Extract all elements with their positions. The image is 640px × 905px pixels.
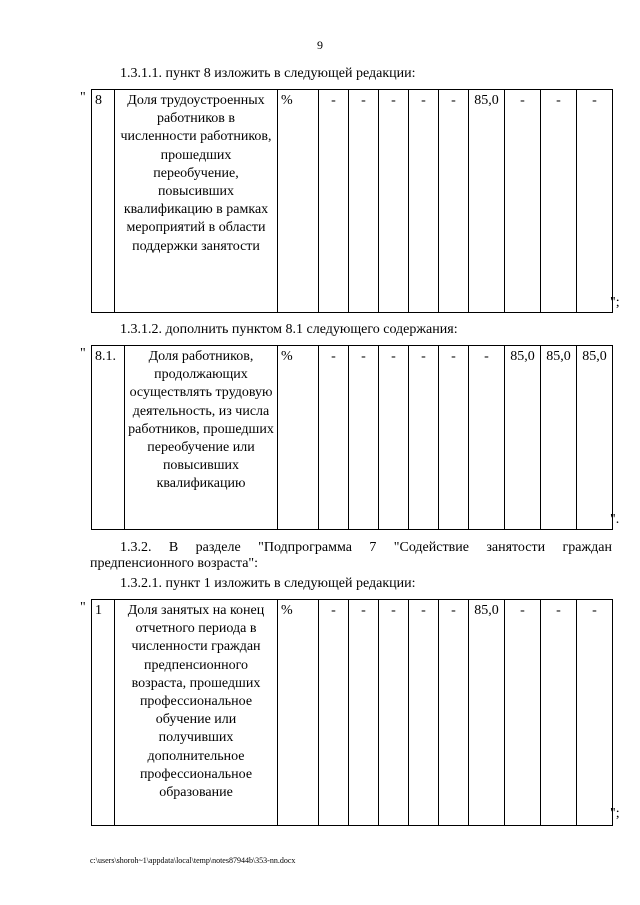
value-cell: - <box>409 600 439 826</box>
value-cell: - <box>349 600 379 826</box>
value-cell: - <box>379 600 409 826</box>
value-cell: - <box>319 90 349 313</box>
value-cell: 85,0 <box>469 600 505 826</box>
value-cell: - <box>319 346 349 530</box>
close-quote: "; <box>610 806 620 821</box>
value-cell: - <box>577 600 613 826</box>
row-unit: % <box>278 90 319 313</box>
row-number: 8 <box>92 90 115 313</box>
row-name: Доля работников, продолжающих осуществлять трудовую деятельность, из числа работников, прошедших переобучение или повысивших квалификацию <box>125 346 278 530</box>
value-cell: - <box>319 600 349 826</box>
paragraph-line-2: предпенсионного возраста": <box>90 556 259 571</box>
indicator-table-1 <box>91 599 613 826</box>
value-cell: - <box>349 346 379 530</box>
page-number: 9 <box>317 38 323 52</box>
section-3-heading: 1.3.2.1. пункт 1 изложить в следующей редакции: <box>120 576 416 591</box>
value-cell: - <box>379 346 409 530</box>
indicator-table-8 <box>91 89 613 313</box>
row-unit: % <box>278 600 319 826</box>
section-2-heading: 1.3.1.2. дополнить пунктом 8.1 следующего содержания: <box>120 322 458 337</box>
row-name: Доля трудоустроенных работников в численности работников, прошедших переобучение, повысивших квалификацию в рамках мероприятий в области поддержки занятости <box>115 90 278 313</box>
open-quote: " <box>80 90 86 105</box>
value-cell: 85,0 <box>577 346 613 530</box>
value-cell: - <box>469 346 505 530</box>
value-cell: - <box>541 90 577 313</box>
value-cell: 85,0 <box>505 346 541 530</box>
value-cell: - <box>349 90 379 313</box>
footer-file-path: c:\users\shoroh~1\appdata\local\temp\notes87944b\353-nn.docx <box>90 856 296 865</box>
value-cell: - <box>541 600 577 826</box>
table-row <box>92 90 613 313</box>
open-quote: " <box>80 346 86 361</box>
value-cell: - <box>379 90 409 313</box>
row-number: 1 <box>92 600 115 826</box>
value-cell: - <box>505 90 541 313</box>
value-cell: - <box>439 346 469 530</box>
value-cell: 85,0 <box>469 90 505 313</box>
value-cell: - <box>439 90 469 313</box>
paragraph-line-1: 1.3.2. В разделе "Подпрограмма 7 "Содействие занятости граждан <box>120 540 612 555</box>
table-row <box>92 346 613 530</box>
section-3-paragraph <box>90 539 612 556</box>
open-quote: " <box>80 600 86 615</box>
row-number: 8.1. <box>92 346 125 530</box>
indicator-table-8-1 <box>91 345 613 530</box>
value-cell: 85,0 <box>541 346 577 530</box>
close-quote: "; <box>610 295 620 310</box>
value-cell: - <box>409 346 439 530</box>
section-1-heading: 1.3.1.1. пункт 8 изложить в следующей редакции: <box>120 66 416 81</box>
value-cell: - <box>577 90 613 313</box>
row-name: Доля занятых на конец отчетного периода в численности граждан предпенсионного возраста, прошедших профессиональное обучение или получивших дополнительное профессиональное образование <box>115 600 278 826</box>
row-unit: % <box>278 346 319 530</box>
value-cell: - <box>409 90 439 313</box>
table-row <box>92 600 613 826</box>
value-cell: - <box>505 600 541 826</box>
value-cell: - <box>439 600 469 826</box>
close-quote: ". <box>610 512 620 527</box>
